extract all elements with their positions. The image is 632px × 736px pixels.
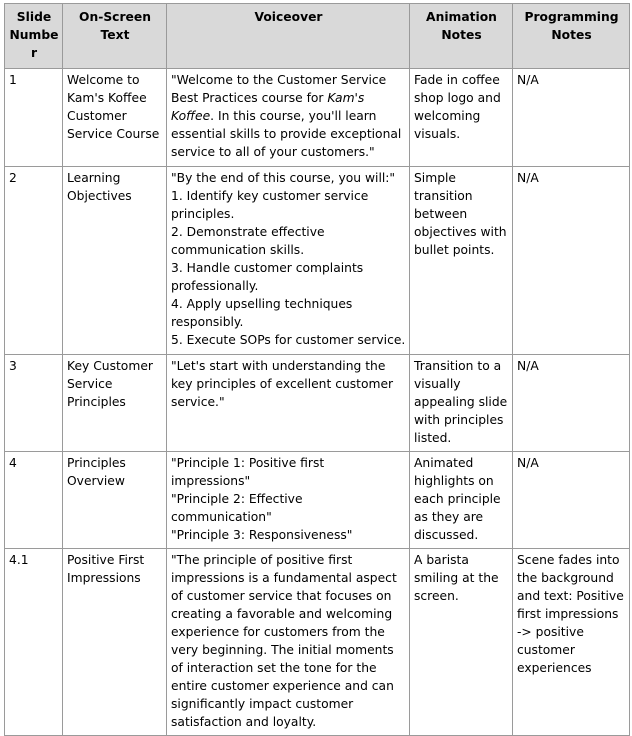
voiceover-line: 1. Identify key customer service principles. <box>171 189 369 221</box>
cell-voiceover <box>167 452 410 549</box>
cell-voiceover: "Welcome to the Customer Service Best Practices course for Kam's Koffee. In this course, you'll learn essential skills to provide exceptional service to all of your customers." <box>167 69 410 167</box>
table-row <box>5 167 630 355</box>
cell-on-screen-text: Positive First Impressions <box>63 549 167 736</box>
header-voiceover: Voiceover <box>167 4 410 69</box>
cell-animation-notes: Transition to a visually appealing slide with principles listed. <box>410 355 513 452</box>
header-on-screen-text: On-Screen Text <box>63 4 167 69</box>
voiceover-line: "Principle 3: Responsiveness" <box>171 528 353 542</box>
voiceover-line: 4. Apply upselling techniques responsibly. <box>171 297 353 329</box>
cell-animation-notes: Simple transition between objectives with bullet points. <box>410 167 513 355</box>
cell-on-screen-text: Learning Objectives <box>63 167 167 355</box>
header-programming-notes: Programming Notes <box>513 4 630 69</box>
cell-programming-notes: N/A <box>513 167 630 355</box>
voiceover-line: "Principle 1: Positive first impressions" <box>171 456 325 488</box>
cell-programming-notes: N/A <box>513 69 630 167</box>
cell-on-screen-text: Principles Overview <box>63 452 167 549</box>
cell-voiceover <box>167 167 410 355</box>
cell-programming-notes: N/A <box>513 452 630 549</box>
cell-animation-notes: A barista smiling at the screen. <box>410 549 513 736</box>
table-row <box>5 69 630 167</box>
cell-slide-number: 4 <box>5 452 63 549</box>
cell-slide-number: 2 <box>5 167 63 355</box>
cell-on-screen-text: Welcome to Kam's Koffee Customer Service Course <box>63 69 167 167</box>
cell-voiceover: "The principle of positive first impressions is a fundamental aspect of customer service that focuses on creating a favorable and welcoming experience for customers from the very beginning. The initial moments of interaction set the tone for the entire customer experience and can significantly impact customer satisfaction and loyalty. <box>167 549 410 736</box>
cell-programming-notes: N/A <box>513 355 630 452</box>
cell-animation-notes: Animated highlights on each principle as they are discussed. <box>410 452 513 549</box>
voiceover-line: 3. Handle customer complaints professionally. <box>171 261 364 293</box>
storyboard-table <box>4 3 630 736</box>
table-row <box>5 355 630 452</box>
header-animation-notes: Animation Notes <box>410 4 513 69</box>
voiceover-line: 2. Demonstrate effective communication skills. <box>171 225 325 257</box>
voiceover-line: "By the end of this course, you will:" <box>171 171 396 185</box>
course-brand-name: Kam's Koffee <box>171 91 365 123</box>
table-row <box>5 452 630 549</box>
cell-programming-notes: Scene fades into the background and text: Positive first impressions -> positive customer experiences <box>513 549 630 736</box>
voiceover-line: "Principle 2: Effective communication" <box>171 492 303 524</box>
table-row <box>5 549 630 736</box>
cell-on-screen-text: Key Customer Service Principles <box>63 355 167 452</box>
cell-slide-number: 3 <box>5 355 63 452</box>
cell-voiceover: "Let's start with understanding the key principles of excellent customer service." <box>167 355 410 452</box>
header-slide-number: Slide Number <box>5 4 63 69</box>
voiceover-line: 5. Execute SOPs for customer service. <box>171 333 406 347</box>
cell-animation-notes: Fade in coffee shop logo and welcoming visuals. <box>410 69 513 167</box>
cell-slide-number: 1 <box>5 69 63 167</box>
cell-slide-number: 4.1 <box>5 549 63 736</box>
header-row <box>5 4 630 69</box>
